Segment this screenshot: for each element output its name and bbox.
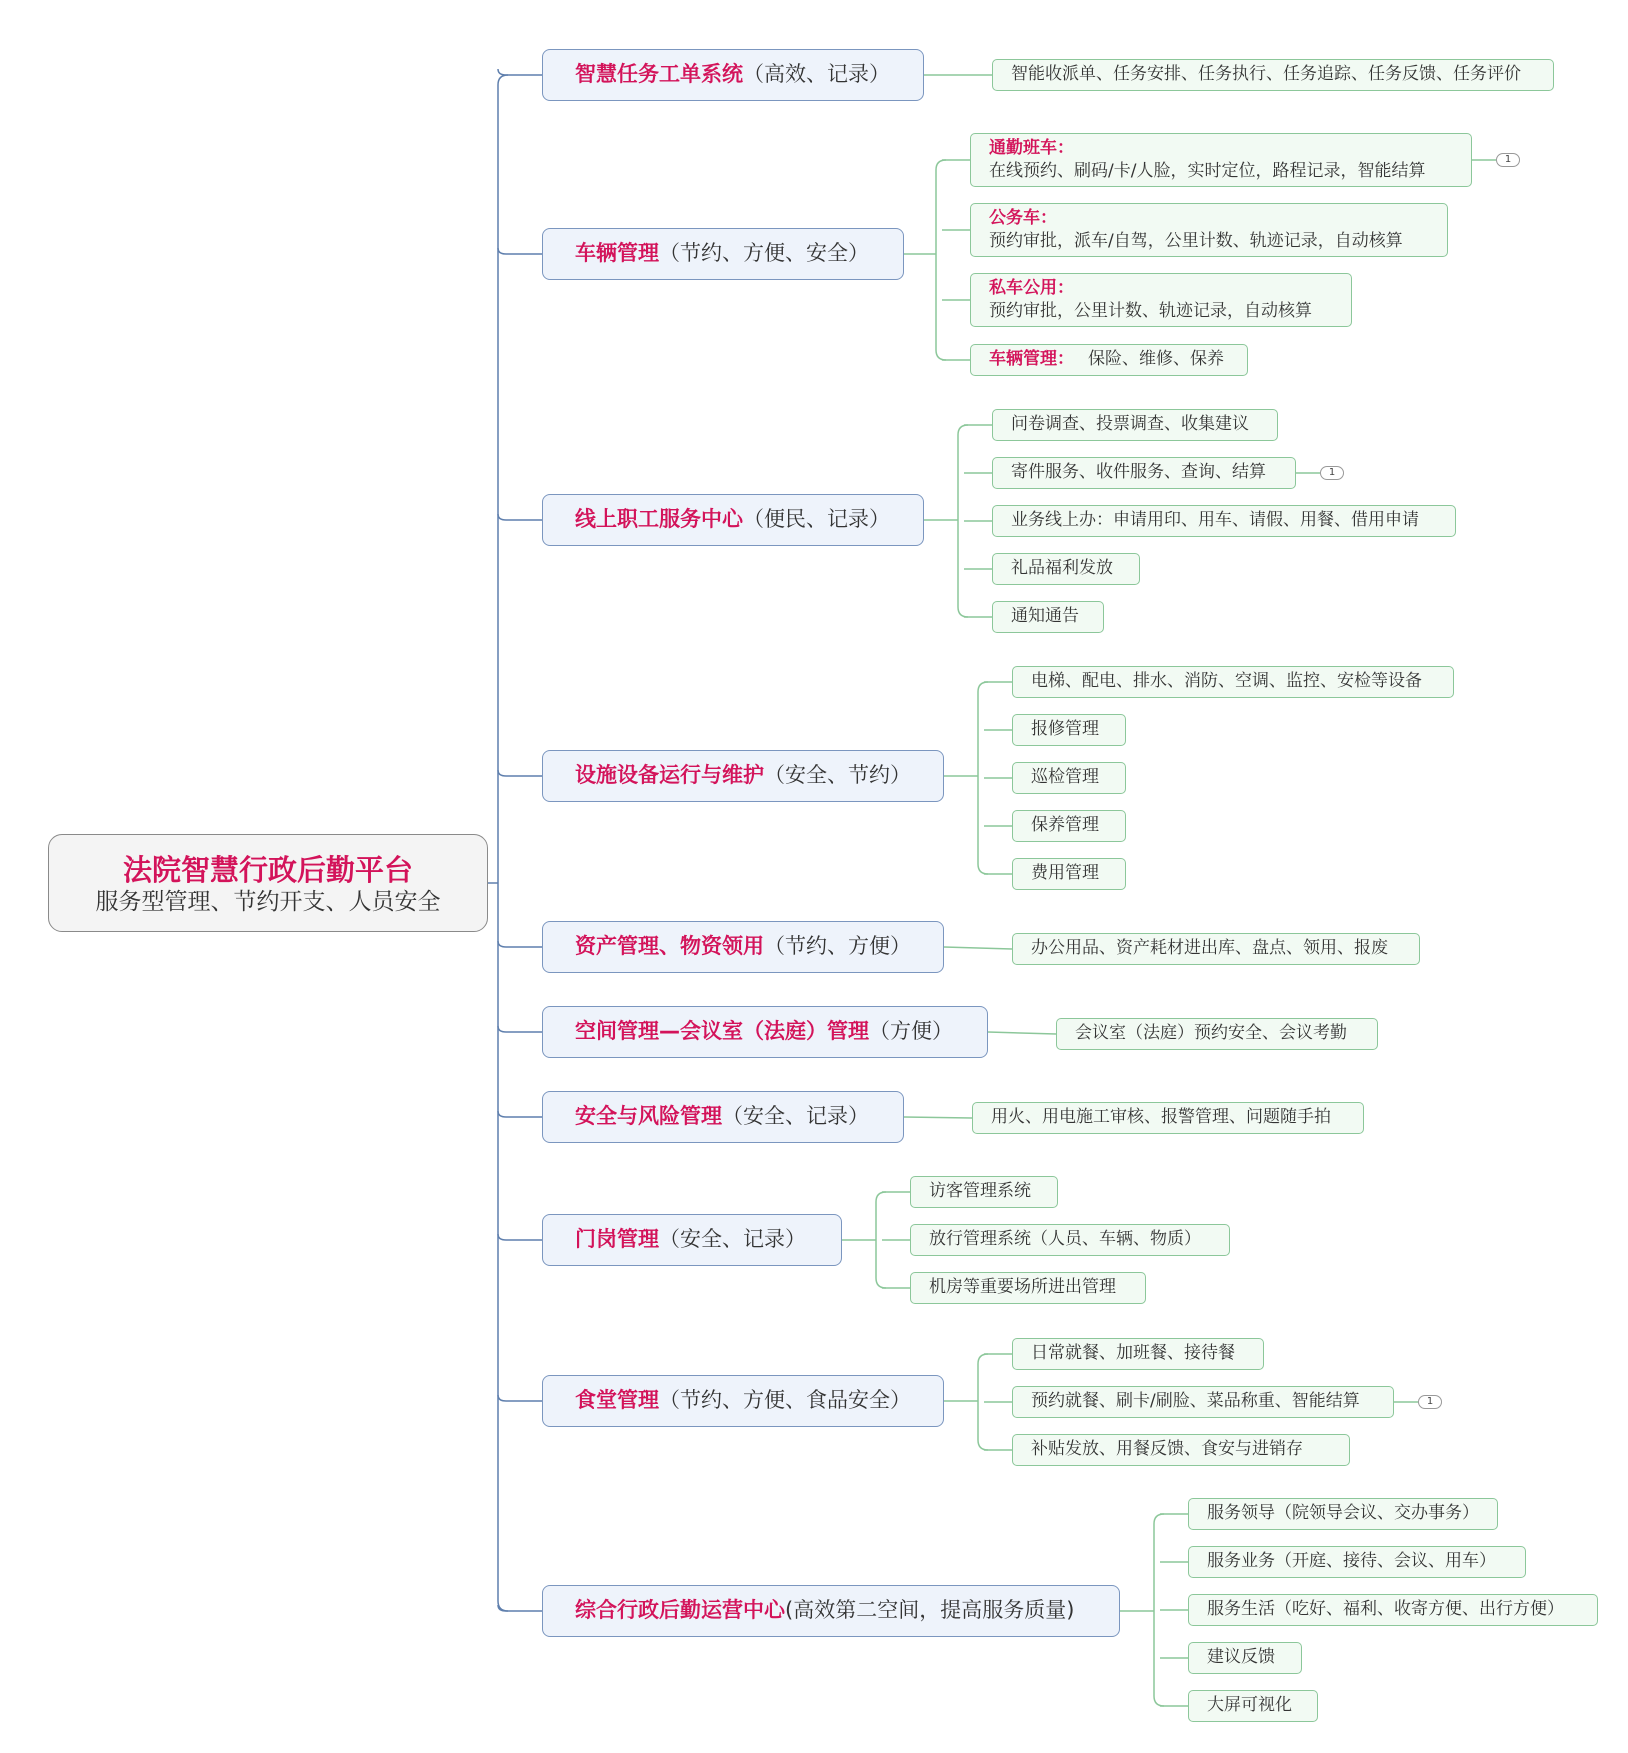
leaf-node[interactable] xyxy=(970,133,1472,187)
branch-title: 车辆管理 xyxy=(575,241,659,265)
leaf-connector xyxy=(988,1032,1056,1034)
leaf-text: 用火、用电施工审核、报警管理、问题随手拍 xyxy=(991,1107,1331,1127)
leaf-text: 服务领导（院领导会议、交办事务） xyxy=(1207,1503,1479,1523)
leaf-text: 机房等重要场所进出管理 xyxy=(929,1277,1116,1297)
branch-note: （安全、记录） xyxy=(659,1227,806,1251)
leaf-node[interactable] xyxy=(1188,1594,1598,1626)
branch-node[interactable] xyxy=(542,228,904,280)
branch-note: （安全、记录） xyxy=(722,1104,869,1128)
leaf-text: 预约就餐、刷卡/刷脸、菜品称重、智能结算 xyxy=(1031,1391,1360,1411)
leaf-text: 寄件服务、收件服务、查询、结算 xyxy=(1011,462,1266,482)
branch-node[interactable] xyxy=(542,494,924,546)
leaf-text: 预约审批，派车/自驾，公里计数、轨迹记录，自动核算 xyxy=(989,231,1403,251)
branch-note: （高效、记录） xyxy=(743,62,890,86)
leaf-text: 业务线上办：申请用印、用车、请假、用餐、借用申请 xyxy=(1011,510,1419,530)
leaf-node[interactable] xyxy=(992,505,1456,537)
leaf-node[interactable] xyxy=(970,344,1248,376)
branch-node[interactable] xyxy=(542,921,944,973)
leaf-node[interactable] xyxy=(1012,858,1126,890)
branch-note: （节约、方便、食品安全） xyxy=(659,1388,911,1412)
leaf-node[interactable] xyxy=(992,457,1296,489)
branch-node[interactable] xyxy=(542,750,944,802)
branch-note: （安全、节约） xyxy=(764,763,911,787)
leaf-text: 预约审批，公里计数、轨迹记录，自动核算 xyxy=(989,301,1312,321)
leaf-node[interactable] xyxy=(1188,1690,1318,1722)
branch-node[interactable] xyxy=(542,1214,842,1266)
leaf-text: 礼品福利发放 xyxy=(1011,558,1113,578)
leaf-text: 在线预约、刷码/卡/人脸，实时定位，路程记录，智能结算 xyxy=(989,161,1426,181)
leaf-text: 智能收派单、任务安排、任务执行、任务追踪、任务反馈、任务评价 xyxy=(1011,64,1521,84)
leaf-node[interactable] xyxy=(970,273,1352,327)
branch-connector xyxy=(498,1026,542,1032)
leaf-title: 通勤班车： xyxy=(989,138,1074,158)
spine-connector xyxy=(498,75,508,1611)
branch-node[interactable] xyxy=(542,1375,944,1427)
leaf-node[interactable] xyxy=(992,409,1278,441)
leaf-node[interactable] xyxy=(910,1272,1146,1304)
leaf-node[interactable] xyxy=(910,1224,1230,1256)
branch-connector xyxy=(498,248,542,254)
branch-note: （节约、方便） xyxy=(764,934,911,958)
leaf-text: 巡检管理 xyxy=(1031,767,1099,787)
leaf-text: 建议反馈 xyxy=(1207,1647,1275,1667)
branch-node[interactable] xyxy=(542,1091,904,1143)
leaf-connector xyxy=(944,947,1012,949)
branch-title: 智慧任务工单系统 xyxy=(575,62,743,86)
branch-connector xyxy=(498,1234,542,1240)
branch-title: 资产管理、物资领用 xyxy=(575,934,764,958)
leaf-node[interactable] xyxy=(970,203,1448,257)
leaf-node[interactable] xyxy=(1012,1434,1350,1466)
branch-connector xyxy=(498,69,542,75)
branch-connector xyxy=(498,941,542,947)
branch-connector xyxy=(498,770,542,776)
leaf-node[interactable] xyxy=(1012,1338,1264,1370)
branch-node[interactable] xyxy=(542,1585,1120,1637)
root-subtitle: 服务型管理、节约开支、人员安全 xyxy=(95,889,441,915)
branch-note: （便民、记录） xyxy=(743,507,890,531)
leaf-text: 报修管理 xyxy=(1031,719,1099,739)
leaf-node[interactable] xyxy=(1188,1546,1526,1578)
leaf-node[interactable] xyxy=(992,553,1140,585)
leaf-text: 保险、维修、保养 xyxy=(1088,349,1224,369)
leaf-text: 问卷调查、投票调查、收集建议 xyxy=(1011,414,1249,434)
leaf-text: 服务业务（开庭、接待、会议、用车） xyxy=(1207,1551,1496,1571)
branch-note: （方便） xyxy=(869,1019,953,1043)
collapsed-count-badge[interactable]: 1 xyxy=(1496,153,1520,167)
leaf-connector xyxy=(904,1117,972,1118)
branch-title: 安全与风险管理 xyxy=(575,1104,722,1128)
leaf-text: 放行管理系统（人员、车辆、物质） xyxy=(929,1229,1201,1249)
branch-title: 食堂管理 xyxy=(575,1388,659,1412)
leaf-node[interactable] xyxy=(910,1176,1058,1208)
branch-node[interactable] xyxy=(542,49,924,101)
branch-title: 线上职工服务中心 xyxy=(575,507,743,531)
collapsed-count-badge[interactable]: 1 xyxy=(1320,466,1344,480)
branch-title: 设施设备运行与维护 xyxy=(575,763,764,787)
branch-connector xyxy=(498,1395,542,1401)
leaf-node[interactable] xyxy=(1012,666,1454,698)
leaf-text: 电梯、配电、排水、消防、空调、监控、安检等设备 xyxy=(1031,671,1422,691)
leaf-trunk xyxy=(936,160,946,360)
leaf-title: 车辆管理： xyxy=(989,349,1074,369)
leaf-node[interactable] xyxy=(992,601,1104,633)
leaf-text: 服务生活（吃好、福利、收寄方便、出行方便） xyxy=(1207,1599,1564,1619)
leaf-text: 办公用品、资产耗材进出库、盘点、领用、报废 xyxy=(1031,938,1388,958)
leaf-node[interactable] xyxy=(1012,762,1126,794)
leaf-node[interactable] xyxy=(972,1102,1364,1134)
root-title: 法院智慧行政后勤平台 xyxy=(122,853,413,887)
leaf-node[interactable] xyxy=(1012,933,1420,965)
leaf-text: 访客管理系统 xyxy=(929,1181,1031,1201)
branch-note: (高效第二空间，提高服务质量) xyxy=(785,1598,1075,1622)
leaf-node[interactable] xyxy=(1012,810,1126,842)
branch-title: 门岗管理 xyxy=(575,1227,659,1251)
branch-connector xyxy=(498,1111,542,1117)
leaf-title: 公务车： xyxy=(989,208,1057,228)
leaf-node[interactable] xyxy=(1188,1498,1498,1530)
branch-connector xyxy=(498,514,542,520)
leaf-text: 通知通告 xyxy=(1011,606,1079,626)
leaf-text: 保养管理 xyxy=(1031,815,1099,835)
leaf-text: 补贴发放、用餐反馈、食安与进销存 xyxy=(1031,1439,1303,1459)
leaf-text: 大屏可视化 xyxy=(1207,1695,1292,1715)
leaf-node[interactable] xyxy=(1188,1642,1302,1674)
leaf-node[interactable] xyxy=(992,59,1554,91)
branch-title: 综合行政后勤运营中心 xyxy=(575,1598,785,1622)
root-node[interactable] xyxy=(48,834,488,932)
leaf-node[interactable] xyxy=(1012,714,1126,746)
branch-note: （节约、方便、安全） xyxy=(659,241,869,265)
leaf-node[interactable] xyxy=(1056,1018,1378,1050)
collapsed-count-badge[interactable]: 1 xyxy=(1418,1395,1442,1409)
leaf-node[interactable] xyxy=(1012,1386,1394,1418)
branch-node[interactable] xyxy=(542,1006,988,1058)
branch-title: 空间管理—会议室（法庭）管理 xyxy=(575,1019,869,1043)
leaf-text: 日常就餐、加班餐、接待餐 xyxy=(1031,1343,1235,1363)
leaf-text: 费用管理 xyxy=(1031,863,1099,883)
leaf-text: 会议室（法庭）预约安全、会议考勤 xyxy=(1075,1023,1347,1043)
leaf-title: 私车公用： xyxy=(989,278,1074,298)
